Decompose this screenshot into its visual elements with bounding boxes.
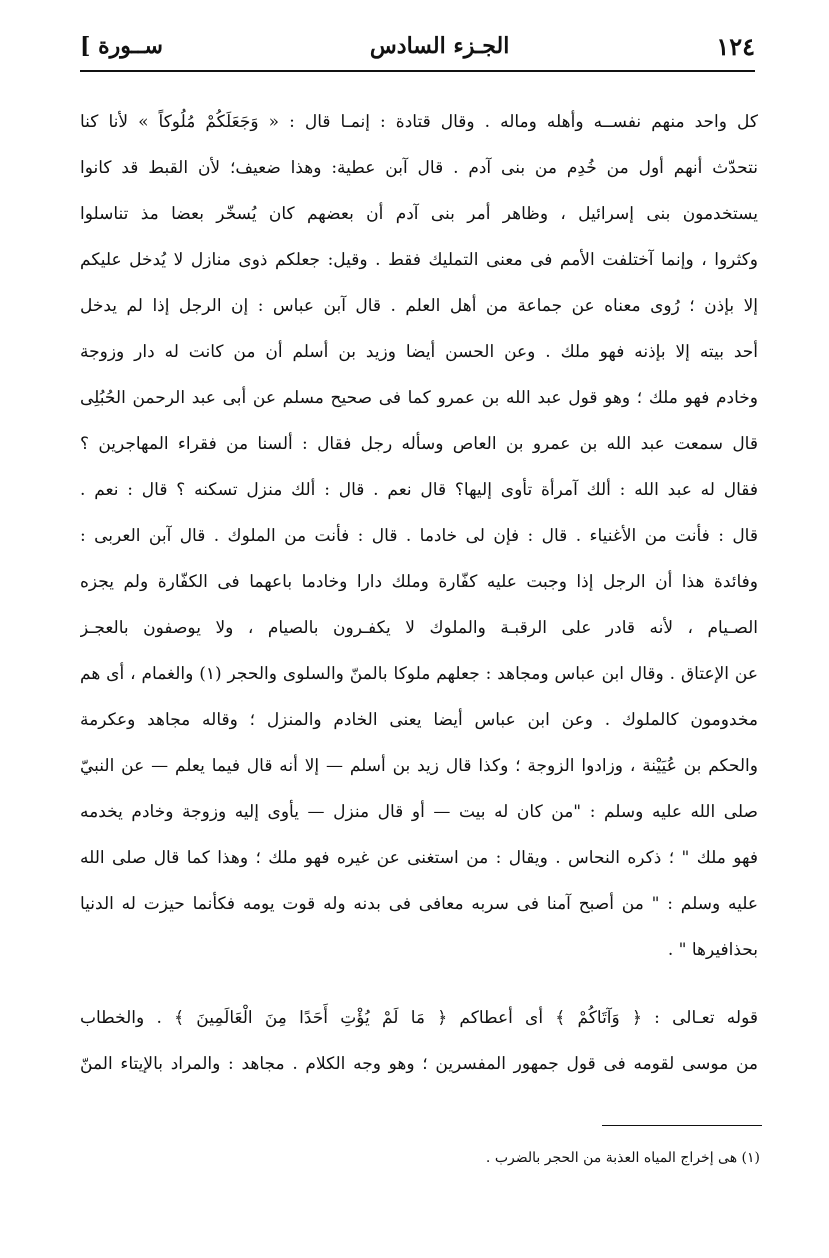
text-line: وخادم فهو ملك ؛ وهو قول عبد الله بن عمرو كما فى صحيح مسلم عن أبى عبد الرحمن الحُبُلِى [80, 388, 758, 408]
footnote: (١) هى إخراج المياه العذبة من الحجر بالضرب . [485, 1150, 760, 1166]
text-line: بحذافيرها " . [667, 940, 758, 960]
text-line: أحد بيته إلا بإذنه فهو ملك . وعن الحسن أيضا وزيد بن أسلم أن من كانت له دار وزوجة [80, 342, 758, 362]
text-line: عليه وسلم : " من أصبح آمنا فى سربه معافى فى بدنه وله قوت يومه فكأنما حيزت له الدنيا [80, 894, 758, 914]
text-line: الصـيام ، لأنه قادر على الرقبـة والملوك لا يكفـرون بالصيام ، ولا يوصفون بالعجـز [80, 618, 758, 638]
text-line: وفائدة هذا أن الرجل إذا وجبت عليه كفّارة وملك دارا وخادما باعهما فى الكفّارة ولم يجزه [80, 572, 758, 592]
header-part-title: الجـزء السادس [369, 33, 510, 59]
text-line: فقال له عبد الله : ألك آمرأة تأوى إليها؟ قال نعم . قال : ألك منزل تسكنه ؟ قال : نعم . [80, 480, 758, 500]
text-line: نتحدّث أنهم أول من خُدِم من بنى آدم . قال آبن عطية: وهذا ضعيف؛ لأن القبط قد كانوا [80, 158, 758, 178]
header-rule [80, 70, 755, 72]
main-text [80, 100, 758, 1088]
text-line: عن الإعتاق . وقال ابن عباس ومجاهد : جعلهم ملوكا بالمنّ والسلوى والحجر (١) والغمام ، أى هم [80, 664, 758, 684]
text-line: مخدومون كالملوك . وعن ابن عباس أيضا يعنى الخادم والمنزل ؛ وقاله مجاهد وعكرمة [80, 710, 758, 730]
text-line: قال سمعت عبد الله بن عمرو بن العاص وسأله رجل فقال : ألسنا من فقراء المهاجرين ؟ [80, 434, 758, 454]
paragraph-gap [80, 974, 758, 996]
text-line: إلا بإذن ؛ رُوى معناه عن جماعة من أهل العلم . قال آبن عباس : إن الرجل إذا لم يدخل [80, 296, 758, 316]
page-header [80, 26, 755, 66]
text-line: صلى الله عليه وسلم : "من كان له بيت — أو قال منزل — يأوى إليه وزوجة وخادم يخدمه [80, 802, 758, 822]
text-line: يستخدمون بنى إسرائيل ، وظاهر أمر بنى آدم أن بعضهم كان يُسخّر بعضا مذ تناسلوا [80, 204, 758, 224]
text-line: كل واحد منهم نفســه وأهله وماله . وقال قتادة : إنمـا قال : « وَجَعَلَكُمْ مُلُوكاً » لأنا كنا [80, 112, 758, 132]
page-number: ١٢٤ [716, 31, 755, 61]
text-line: والحكم بن عُيَيْنة ، وزادوا الزوجة ؛ وكذا قال زيد بن أسلم — إلا أنه قال فيما يعلم — عن النبيّ [80, 756, 758, 776]
text-line: وكثروا ، وإنما آختلفت الأمم فى معنى التمليك فقط . وقيل: جعلكم ذوى منازل لا يُدخل عليكم [80, 250, 758, 270]
header-surah-label: [ ســورة [80, 33, 163, 59]
text-line: قال : فأنت من الأغنياء . قال : فإن لى خادما . قال : فأنت من الملوك . قال آبن العربى : [80, 526, 758, 546]
footnote-rule [602, 1125, 762, 1126]
text-line: من موسى لقومه فى قول جمهور المفسرين ؛ وهو وجه الكلام . مجاهد : والمراد بالإيتاء المنّ [80, 1054, 758, 1074]
text-line: فهو ملك " ؛ ذكره النحاس . ويقال : من استغنى عن غيره فهو ملك ؛ وهذا كما قال صلى الله [80, 848, 758, 868]
text-line: قوله تعـالى : ﴿ وَآتَاكُمْ ﴾ أى أعطاكم ﴿ مَا لَمْ يُؤْتِ أَحَدًا مِنَ الْعَالَمِينَ ﴾ . والخطاب [80, 1008, 758, 1028]
